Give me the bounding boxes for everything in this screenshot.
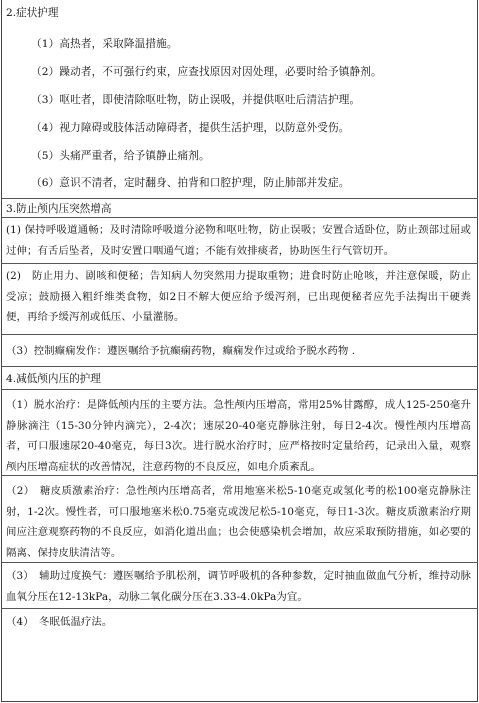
- s4-paragraph-1: （1）脱水治疗：是降低颅内压的主要方法。急性颅内压增高，常用25%甘露醇，成人125-250毫升静脉滴注（15-30分钟内滴完），2-4次；速尿20-40毫克静脉注射，每日2-4次。慢性颅内压增高者，可口服速尿20-40毫克，每日3次。进行脱水治疗时，应严格按时定量给药，记录出入量，观察颅内压增高症状的改善情况，注意药物的不良反应，如电介质紊乱。: [6, 399, 471, 473]
- row-divider: [1, 608, 478, 609]
- s4-paragraph-4: （4） 冬眠低温疗法。: [6, 616, 113, 628]
- row-divider: [1, 217, 478, 218]
- s2-item-5: （5）头痛严重者，给予镇静止痛剂。: [31, 150, 210, 162]
- row-divider: [1, 389, 478, 390]
- row-divider: [1, 562, 478, 563]
- s3-paragraph-3: （3）控制癫痫发作：遵医嘱给予抗癫痫药物，癫痫发作过或给予脱水药物 .: [6, 345, 356, 357]
- section-4-title: 4.减低颅内压的护理: [6, 373, 101, 385]
- s2-item-2: （2）躁动者，不可强行约束，应查找原因对因处理，必要时给予镇静剂。: [31, 66, 382, 78]
- s2-item-1: （1）高热者，采取降温措施。: [31, 38, 178, 50]
- row-divider: [1, 366, 478, 367]
- row-divider: [1, 334, 478, 335]
- s2-item-3: （3）呕吐者，即使清除呕吐物，防止误吸，并提供呕吐后清洁护理。: [31, 94, 361, 106]
- row-divider: [1, 475, 478, 476]
- section-2-title: 2.症状护理: [6, 7, 59, 19]
- row-divider: [1, 198, 478, 199]
- s3-paragraph-1: (1) 保持呼吸道通畅；及时清除呼吸道分泌物和呕吐物，防止误吸；安置合适卧位，防止颈部过屈或过伸；有舌后坠者，及时安置口咽通气道；不能有效排痰者，协助医生行气管切开。: [6, 224, 471, 257]
- s3-paragraph-2: (2) 防止用力、剧咳和便秘；告知病人勿突然用力提取重物；进食时防止呛咳，并注意保暖，防止受凉；鼓励摄入粗纤维类食物，如2日不解大便应给予缓泻剂，已出现便秘者应先手法掏出干硬粪便，再给予缓泻剂或低压、小量灌肠。: [6, 270, 471, 323]
- section-3-title: 3.防止颅内压突然增高: [6, 203, 112, 215]
- s2-item-6: （6）意识不清者，定时翻身、拍背和口腔护理，防止肺部并发症。: [31, 177, 350, 189]
- s4-paragraph-3: （3） 辅助过度换气：遵医嘱给予肌松剂，调节呼吸机的各种参数，定时抽血做血气分析，维持动脉血氧分压在12-13kPa，动脉二氧化碳分压在3.33-4.0kPa为宜。: [6, 570, 471, 603]
- row-divider: [1, 263, 478, 264]
- s2-item-4: （4）视力障碍或肢体活动障碍者，提供生活护理，以防意外受伤。: [31, 122, 350, 134]
- s4-paragraph-2: （2） 糖皮质激素治疗：急性颅内压增高者，常用地塞米松5-10毫克或氢化考的松100毫克静脉注射，1-2次。慢性者，可口服地塞米松0.75毫克或泼尼松5-10毫克，每日1-3次。糖皮质激素治疗期间应注意观察药物的不良反应，如消化道出血；也会使感染机会增加，故应采取预防措施，如必要的隔离、保持皮肤清洁等。: [6, 485, 471, 559]
